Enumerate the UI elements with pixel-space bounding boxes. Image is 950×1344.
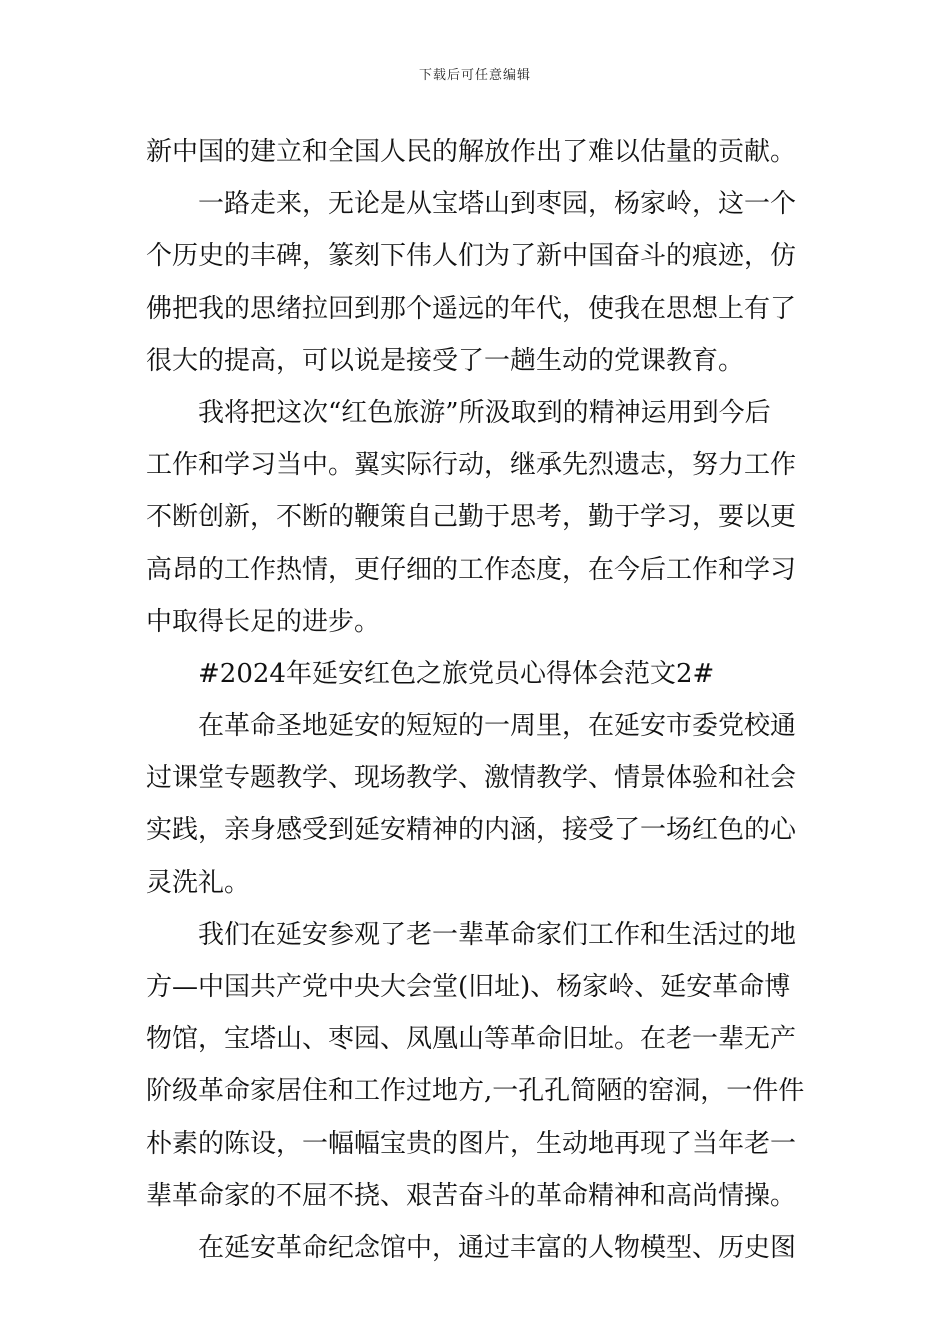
paragraph-first-line: 我们在延安参观了老一辈革命家们工作和生活过的地 — [198, 919, 797, 950]
document-body — [146, 126, 808, 1274]
paragraph-first-line: 在延安革命纪念馆中，通过丰富的人物模型、历史图 — [198, 1232, 797, 1263]
text-line: 个历史的丰碑，篆刻下伟人们为了新中国奋斗的痕迹，仿 — [146, 241, 797, 272]
text-line: 物馆，宝塔山、枣园、凤凰山等革命旧址。在老一辈无产 — [146, 1024, 797, 1055]
text-line: 不断创新，不断的鞭策自己勤于思考，勤于学习，要以更 — [146, 502, 797, 533]
text-line: 过课堂专题教学、现场教学、激情教学、情景体验和社会 — [146, 763, 797, 794]
page-header: 下载后可任意编辑 — [418, 68, 531, 83]
text-line: 辈革命家的不屈不挠、艰苦奋斗的革命精神和高尚情操。 — [146, 1180, 797, 1211]
text-line: 很大的提高，可以说是接受了一趟生动的党课教育。 — [146, 345, 745, 376]
paragraph-first-line: 我将把这次“红色旅游”所汲取到的精神运用到今后 — [198, 397, 771, 428]
text-line: 工作和学习当中。翼实际行动，继承先烈遗志，努力工作 — [146, 450, 797, 481]
text-line: 佛把我的思绪拉回到那个遥远的年代，使我在思想上有了 — [146, 293, 797, 324]
text-line: 新中国的建立和全国人民的解放作出了难以估量的贡献。 — [146, 137, 797, 167]
paragraph-first-line: 一路走来，无论是从宝塔山到枣园，杨家岭，这一个 — [198, 189, 797, 220]
text-line: 阶级革命家居住和工作过地方,一孔孔简陋的窑洞，一件件 — [146, 1076, 805, 1107]
text-line: 中取得长足的进步。 — [146, 606, 381, 637]
paragraph-first-line: #2024年延安红色之旅党员心得体会范文2# — [198, 658, 715, 689]
text-line: 实践，亲身感受到延安精神的内涵，接受了一场红色的心 — [146, 815, 797, 846]
text-line: 灵洗礼。 — [146, 867, 251, 898]
text-line: 方—中国共产党中央大会堂(旧址)、杨家岭、延安革命博 — [146, 972, 791, 1002]
paragraph-first-line: 在革命圣地延安的短短的一周里，在延安市委党校通 — [198, 711, 797, 742]
text-line: 高昂的工作热情，更仔细的工作态度，在今后工作和学习 — [146, 554, 797, 585]
text-line: 朴素的陈设，一幅幅宝贵的图片，生动地再现了当年老一 — [146, 1128, 797, 1159]
